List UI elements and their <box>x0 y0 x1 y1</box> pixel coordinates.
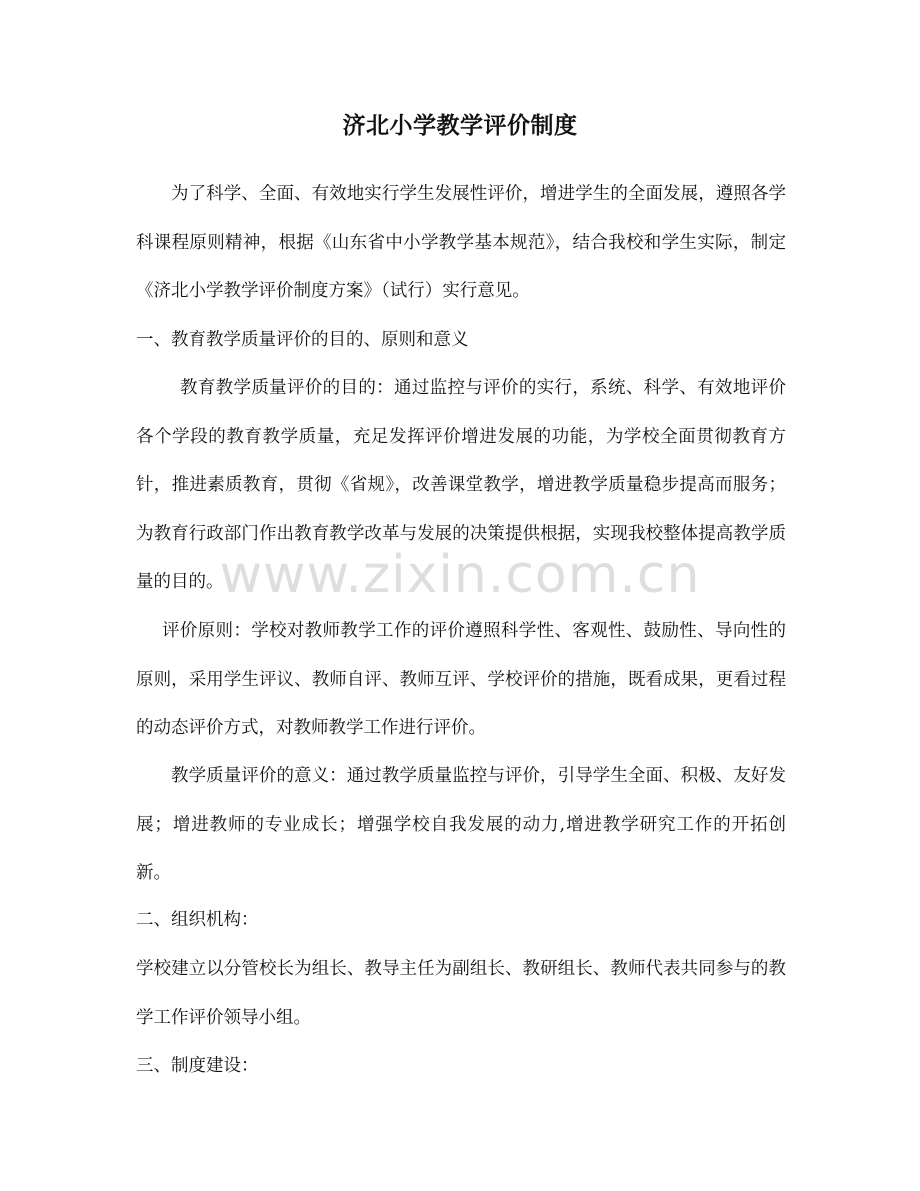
purpose-paragraph: 教育教学质量评价的目的：通过监控与评价的实行，系统、科学、有效地评价各个学段的教育教学质量，充足发挥评价增进发展的功能，为学校全面贯彻教育方针，推进素质教育，贯彻《省规》，改善课堂教学，增进教学质量稳步提高而服务；为教育行政部门作出教育教学改革与发展的决策提供根据，实现我校整体提高教学质量的目的。 <box>136 378 786 592</box>
section-heading-3: 三、制度建设： <box>136 1056 259 1076</box>
section-heading-2: 二、组织机构： <box>136 910 259 930</box>
principle-paragraph: 评价原则：学校对教师教学工作的评价遵照科学性、客观性、鼓励性、导向性的原则，采用学生评议、教师自评、教师互评、学校评价的措施，既看成果，更看过程的动态评价方式，对教师教学工作进行评价。 <box>136 621 786 738</box>
intro-paragraph: 为了科学、全面、有效地实行学生发展性评价，增进学生的全面发展，遵照各学科课程原则精神，根据《山东省中小学教学基本规范》，结合我校和学生实际，制定《济北小学教学评价制度方案》（试行）实行意见。 <box>136 184 786 301</box>
organization-paragraph: 学校建立以分管校长为组长、教导主任为副组长、教研组长、教师代表共同参与的教学工作评价领导小组。 <box>136 959 786 1028</box>
significance-paragraph: 教学质量评价的意义：通过教学质量监控与评价，引导学生全面、积极、友好发展；增进教师的专业成长；增强学校自我发展的动力,增进教学研究工作的开拓创新。 <box>136 766 786 883</box>
section-heading-1: 一、教育教学质量评价的目的、原则和意义 <box>136 330 469 350</box>
watermark: www.zixin.com.cn <box>219 545 701 605</box>
document-title: 济北小学教学评价制度 <box>342 112 578 139</box>
